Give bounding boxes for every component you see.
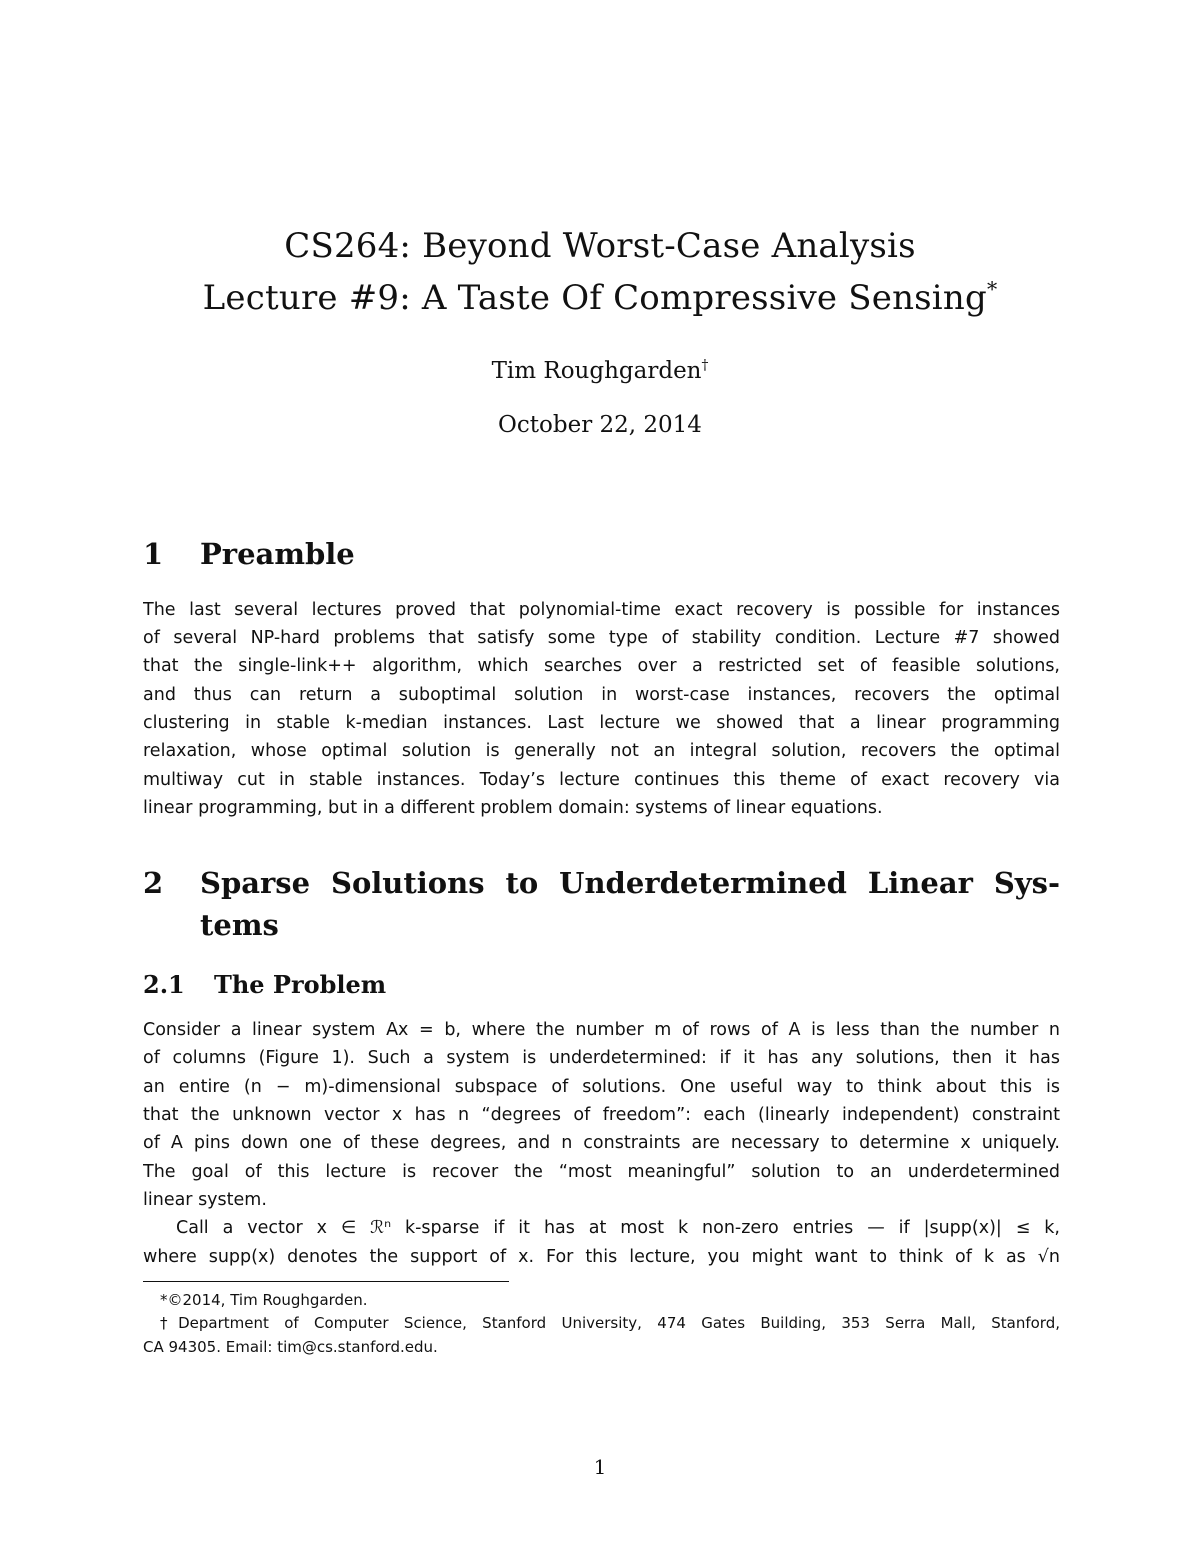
section-1-heading: [143, 537, 1043, 577]
section-number: 2: [143, 866, 164, 900]
footnote: CA 94305. Email: tim@cs.stanford.edu.: [143, 1338, 438, 1356]
subsection-line: an entire (n − m)-dimensional subspace of solutions. One useful way to think about this is: [143, 1077, 1060, 1097]
subsection-2-1-heading: [143, 970, 543, 1004]
subsection-number: 2.1: [143, 970, 185, 999]
subsection-line: Consider a linear system Ax = b, where the number m of rows of A is less than the number n: [143, 1020, 1060, 1040]
title-line-1: CS264: Beyond Worst-Case Analysis: [284, 226, 916, 266]
page-number: 1: [593, 1455, 607, 1479]
section-1-line: linear programming, but in a different problem domain: systems of linear equations.: [143, 798, 883, 818]
author: [0, 358, 1200, 384]
footnote: *©2014, Tim Roughgarden.: [160, 1291, 368, 1309]
author-name: Tim Roughgarden: [491, 358, 702, 384]
subsection-title: The Problem: [214, 970, 387, 999]
subsection-line: that the unknown vector x has n “degrees of freedom”: each (linearly independent) constraint: [143, 1105, 1060, 1125]
title-line-2-text: Lecture #9: A Taste Of Compressive Sensing: [202, 278, 987, 318]
section-1-line: and thus can return a suboptimal solution in worst-case instances, recovers the optimal: [143, 685, 1060, 705]
subsection-line: Call a vector x ∈ ℛⁿ k-sparse if it has at most k non-zero entries — if |supp(x)| ≤ k,: [176, 1218, 1060, 1238]
section-1-line: multiway cut in stable instances. Today’s lecture continues this theme of exact recovery via: [143, 770, 1060, 790]
footnote-rule: [143, 1281, 509, 1282]
subsection-line: The goal of this lecture is recover the “most meaningful” solution to an underdetermined: [143, 1162, 1060, 1182]
section-title-line-1: Sparse Solutions to Underdetermined Linear Sys-: [200, 866, 1060, 900]
section-title: Preamble: [200, 537, 355, 571]
section-1-line: The last several lectures proved that polynomial-time exact recovery is possible for instances: [143, 600, 1060, 620]
author-footnote-mark: †: [701, 357, 709, 374]
title-footnote-mark: *: [986, 277, 998, 302]
title-line-2: [0, 278, 1200, 318]
section-1-line: clustering in stable k-median instances. Last lecture we showed that a linear programming: [143, 713, 1060, 733]
section-1-line: relaxation, whose optimal solution is generally not an integral solution, recovers the optimal: [143, 741, 1060, 761]
section-2-heading: [143, 866, 1060, 906]
subsection-line: of A pins down one of these degrees, and n constraints are necessary to determine x uniquely.: [143, 1133, 1060, 1153]
subsection-line: where supp(x) denotes the support of x. For this lecture, you might want to think of k as √n: [143, 1247, 1060, 1267]
subsection-line: of columns (Figure 1). Such a system is underdetermined: if it has any solutions, then it has: [143, 1048, 1060, 1068]
section-number: 1: [143, 537, 164, 571]
section-1-line: of several NP-hard problems that satisfy some type of stability condition. Lecture #7 showed: [143, 628, 1060, 648]
section-1-line: that the single-link++ algorithm, which searches over a restricted set of feasible solutions,: [143, 656, 1060, 676]
subsection-line: linear system.: [143, 1190, 267, 1210]
footnote: †Department of Computer Science, Stanford University, 474 Gates Building, 353 Serra Mall, Stanford,: [160, 1314, 1060, 1332]
section-2-heading-cont: tems: [200, 908, 279, 942]
date: October 22, 2014: [498, 412, 702, 438]
